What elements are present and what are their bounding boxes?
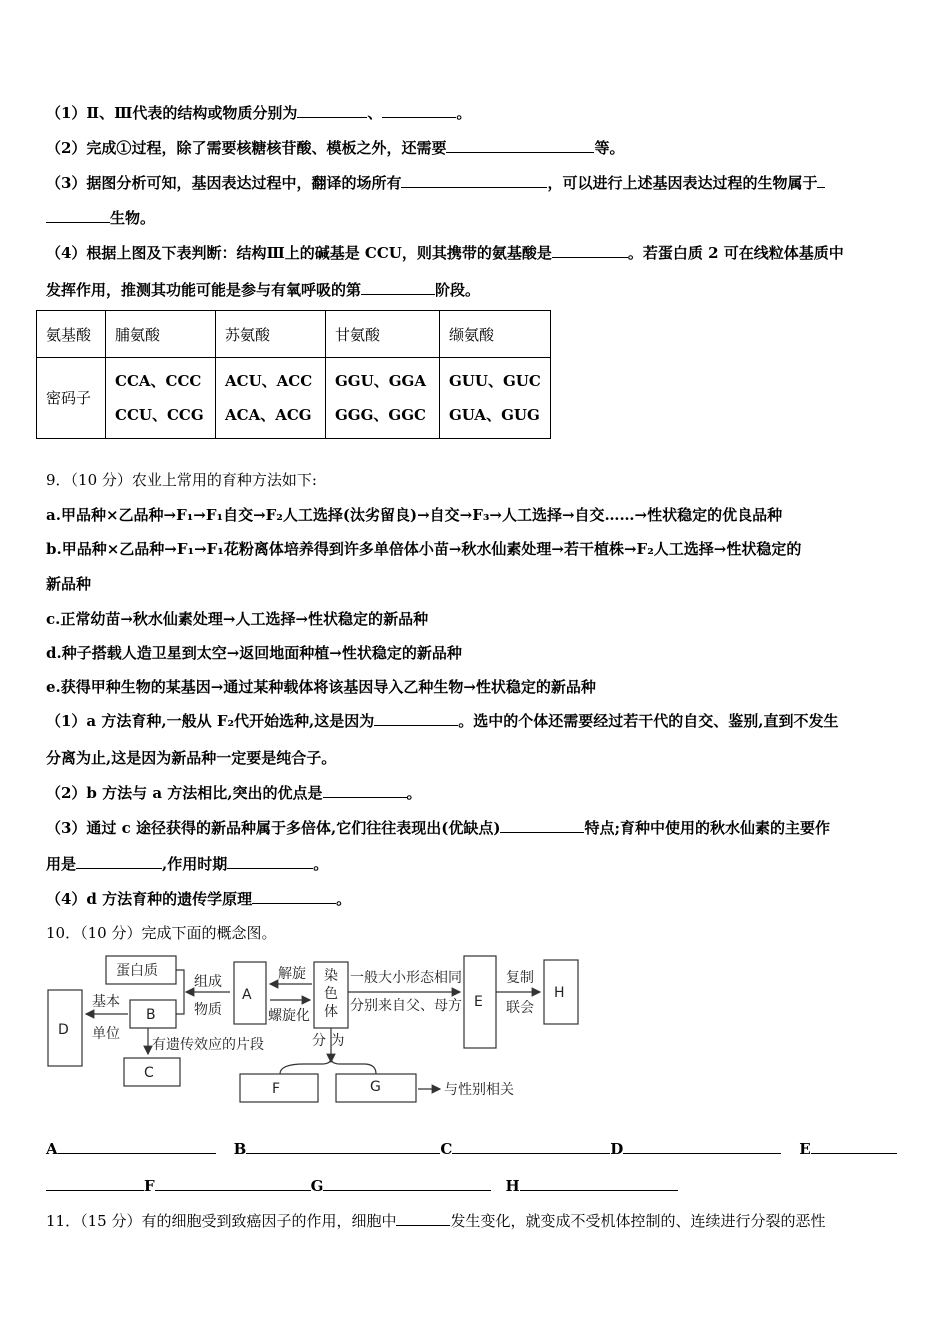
- q9-method-c: c.正常幼苗→秋水仙素处理→人工选择→性状稳定的新品种: [46, 610, 429, 628]
- answer-blank[interactable]: [401, 173, 547, 188]
- answer-blank[interactable]: [396, 1211, 450, 1226]
- q9-sub3-cont: 用是 ,作用时期 。: [46, 855, 329, 873]
- answer-blank[interactable]: [446, 138, 594, 153]
- label-b: B: [146, 1007, 156, 1023]
- q9-sub3: （3）通过 c 途径获得的新品种属于多倍体,它们往往表现出(优缺点) 特点;育种中使用的秋水仙素的主要作: [46, 819, 830, 837]
- q8-part3-cont: 生物。: [46, 208, 155, 228]
- label-sex: 与性别相关: [444, 1082, 514, 1098]
- label-compose: 组成: [194, 974, 222, 990]
- answer-blank[interactable]: [552, 243, 628, 258]
- q11-text: 11．（15 分）有的细胞受到致癌因子的作用，细胞中 发生变化，就变成不受机体控制的、连续进行分裂的恶性: [46, 1212, 826, 1230]
- chromo-char: 体: [324, 1004, 338, 1020]
- q8-part1: （1）Ⅱ、Ⅲ代表的结构或物质分别为 、 。: [46, 104, 472, 122]
- answer-blank[interactable]: [811, 1139, 897, 1154]
- table-header: 氨基酸: [37, 311, 106, 358]
- q8-part2: （2）完成①过程，除了需要核糖核苷酸、模板之外，还需要 等。: [46, 139, 625, 157]
- label-a: A: [242, 987, 252, 1003]
- answer-blank[interactable]: [46, 1176, 144, 1191]
- label-g: G: [370, 1079, 381, 1095]
- q10-answers-row2: F G H: [46, 1176, 678, 1196]
- table-header: 脯氨酸: [106, 311, 216, 358]
- q9-method-a: a.甲品种×乙品种→F₁→F₁自交→F₂人工选择(汰劣留良)→自交→F₃→人工选择→自交……→性状稳定的优良品种: [46, 506, 783, 524]
- answer-blank[interactable]: [817, 173, 825, 188]
- table-cell: GUU、GUC GUA、GUG: [440, 358, 551, 439]
- answer-blank[interactable]: [374, 711, 458, 726]
- q9-method-d: d.种子搭载人造卫星到太空→返回地面种植→性状稳定的新品种: [46, 644, 462, 662]
- table-header: 甘氨酸: [326, 311, 440, 358]
- label-spiral: 螺旋化: [268, 1008, 310, 1024]
- label-c: C: [144, 1065, 154, 1081]
- answer-blank[interactable]: [155, 1176, 311, 1191]
- q9-sub1: （1）a 方法育种,一般从 F₂代开始选种,这是因为 。选中的个体还需要经过若干代的自交、鉴别,直到不发生: [46, 712, 839, 730]
- table-header: 缬氨酸: [440, 311, 551, 358]
- answer-blank[interactable]: [361, 280, 435, 295]
- label-copy: 复制: [506, 970, 534, 986]
- protein-label: 蛋白质: [116, 963, 158, 979]
- answer-blank[interactable]: [46, 208, 110, 223]
- label-e: E: [474, 994, 483, 1010]
- label-basic: 单位: [92, 1026, 120, 1042]
- label-d: D: [58, 1022, 69, 1038]
- q9-method-b-cont: 新品种: [46, 575, 92, 593]
- table-cell: CCA、CCC CCU、CCG: [106, 358, 216, 439]
- answer-blank[interactable]: [58, 1139, 216, 1154]
- label-f: F: [272, 1081, 281, 1097]
- q9-sub4: （4）d 方法育种的遗传学原理 。: [46, 890, 352, 908]
- label-same: 一般大小形态相同: [350, 970, 462, 986]
- table-cell: GGU、GGA GGG、GGC: [326, 358, 440, 439]
- label-basic: 基本: [92, 994, 120, 1010]
- answer-blank[interactable]: [452, 1139, 610, 1154]
- label-unwind: 解旋: [278, 966, 306, 982]
- answer-blank[interactable]: [323, 1176, 491, 1191]
- chromo-char: 染: [324, 968, 338, 984]
- q9-method-e: e.获得甲种生物的某基因→通过某种载体将该基因导入乙种生物→性状稳定的新品种: [46, 678, 596, 696]
- codon-table: [36, 310, 551, 439]
- label-from: 分别来自父、母方: [350, 998, 462, 1014]
- q9-sub2: （2）b 方法与 a 方法相比,突出的优点是 。: [46, 784, 422, 802]
- chromo-char: 色: [324, 986, 338, 1002]
- answer-blank[interactable]: [76, 854, 162, 869]
- bracket-line: [176, 970, 184, 1014]
- q8-part4-cont: 发挥作用，推测其功能可能是参与有氧呼吸的第 阶段。: [46, 281, 481, 299]
- table-cell: ACU、ACC ACA、ACG: [216, 358, 326, 439]
- answer-blank[interactable]: [323, 783, 407, 798]
- label-compose: 物质: [194, 1002, 222, 1018]
- q10-answers-row1: A B C D E: [46, 1139, 897, 1159]
- answer-blank[interactable]: [297, 103, 367, 118]
- label-gene-segment: 有遗传效应的片段: [152, 1037, 264, 1053]
- answer-blank[interactable]: [227, 854, 313, 869]
- answer-blank[interactable]: [382, 103, 456, 118]
- q10-title: 10．（10 分）完成下面的概念图。: [46, 924, 277, 942]
- brace: [280, 1058, 376, 1074]
- answer-blank[interactable]: [252, 889, 336, 904]
- table-header: 苏氨酸: [216, 311, 326, 358]
- q8-part3: （3）据图分析可知，基因表达过程中，翻译的场所有 ，可以进行上述基因表达过程的生物属于: [46, 173, 825, 193]
- q9-method-b: b.甲品种×乙品种→F₁→F₁花粉离体培养得到许多单倍体小苗→秋水仙素处理→若干植株→F₂人工选择→性状稳定的: [46, 540, 802, 558]
- label-divide: 分 为: [312, 1033, 345, 1049]
- answer-blank[interactable]: [500, 818, 584, 833]
- q9-sub1-cont: 分离为止,这是因为新品种一定要是纯合子。: [46, 749, 337, 767]
- q8-part4: （4）根据上图及下表判断：结构Ⅲ上的碱基是 CCU，则其携带的氨基酸是 。若蛋白质 2 可在线粒体基质中: [46, 244, 844, 262]
- concept-map: [44, 952, 604, 1112]
- answer-blank[interactable]: [520, 1176, 678, 1191]
- answer-blank[interactable]: [246, 1139, 440, 1154]
- q9-title: 9．（10 分）农业上常用的育种方法如下:: [46, 471, 317, 489]
- table-row-label: 密码子: [37, 358, 106, 439]
- label-h: H: [554, 985, 565, 1001]
- label-copy: 联会: [506, 1000, 534, 1016]
- answer-blank[interactable]: [623, 1139, 781, 1154]
